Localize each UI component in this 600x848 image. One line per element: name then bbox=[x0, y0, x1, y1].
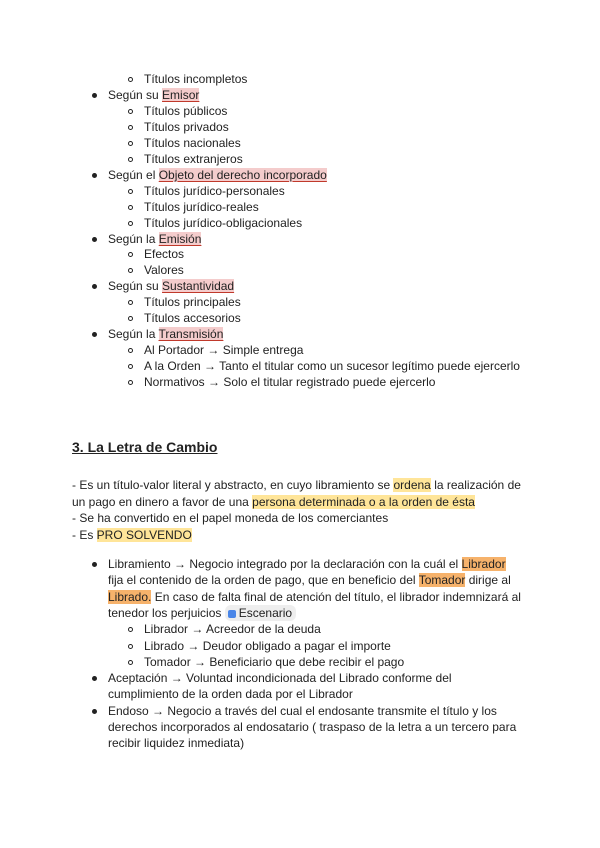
bullet-circle-icon bbox=[128, 300, 133, 305]
highlighted-text: Transmisión bbox=[158, 327, 224, 342]
text-run: derechos incorporados al endosatario ( traspaso de la letra a un tercero para bbox=[108, 720, 517, 734]
bullet-circle-icon bbox=[128, 109, 133, 114]
text-run: Valores bbox=[144, 263, 184, 278]
list-item bbox=[108, 719, 516, 735]
text-run: Según el bbox=[108, 167, 159, 182]
text-run: Según su bbox=[108, 279, 163, 294]
list-item bbox=[108, 670, 452, 686]
text-run: Endoso → Negocio a través del cual el endosante transmite el título y los bbox=[108, 703, 497, 718]
text-run: tenedor los perjuicios bbox=[108, 605, 225, 620]
text-run: Al Portador → Simple entrega bbox=[144, 343, 304, 358]
text-run: A la Orden → Tanto el titular como un sucesor legítimo puede ejercerlo bbox=[144, 359, 520, 374]
list-item bbox=[108, 167, 327, 183]
bullet-circle-icon bbox=[128, 205, 133, 210]
text-run: Tomador → Beneficiario que debe recibir el pago bbox=[144, 654, 405, 669]
section-heading: 3. La Letra de Cambio bbox=[72, 439, 218, 455]
paragraph-line bbox=[72, 477, 521, 493]
text-run: Según su bbox=[108, 87, 163, 102]
sub-list-item bbox=[144, 103, 227, 119]
sub-list-item bbox=[144, 358, 520, 374]
list-item bbox=[108, 605, 296, 621]
bullet-circle-icon bbox=[128, 660, 133, 665]
bullet-circle-icon bbox=[128, 157, 133, 162]
text-run: - Es un título-valor literal y abstracto, en cuyo libramiento se bbox=[72, 478, 394, 492]
text-run: recibir liquidez inmediata) bbox=[108, 736, 245, 751]
text-run: Según la bbox=[108, 327, 159, 342]
list-item bbox=[108, 686, 353, 702]
text-run: cumplimiento de la orden dada por el Librador bbox=[108, 687, 353, 702]
bullet-dot-icon bbox=[92, 562, 97, 567]
text-run: Títulos jurídico-obligacionales bbox=[144, 215, 303, 230]
bullet-circle-icon bbox=[128, 221, 133, 226]
bullet-dot-icon bbox=[92, 709, 97, 714]
text-run: Efectos bbox=[144, 247, 185, 262]
bullet-circle-icon bbox=[128, 125, 133, 130]
bullet-circle-icon bbox=[128, 644, 133, 649]
sub-list-item bbox=[144, 638, 391, 654]
text-run: Librado → Deudor obligado a pagar el importe bbox=[144, 638, 391, 653]
bullet-dot-icon bbox=[92, 284, 97, 289]
bullet-circle-icon bbox=[128, 77, 133, 82]
highlighted-text: Emisor bbox=[162, 87, 200, 102]
paragraph-line bbox=[72, 527, 192, 543]
sub-list-item bbox=[144, 621, 321, 637]
sub-list-item bbox=[144, 135, 241, 151]
list-item bbox=[108, 735, 244, 751]
bullet-dot-icon bbox=[92, 237, 97, 242]
sub-list-item bbox=[144, 151, 243, 167]
highlighted-text: Sustantividad bbox=[162, 279, 235, 294]
sub-list-item bbox=[144, 71, 247, 87]
chip-label: Escenario bbox=[238, 605, 293, 620]
list-item bbox=[108, 278, 234, 294]
paragraph-line bbox=[72, 494, 475, 510]
text-run: Títulos públicos bbox=[144, 103, 228, 118]
highlighted-text: Librado. bbox=[108, 589, 152, 604]
list-item bbox=[108, 556, 506, 572]
sub-list-item bbox=[144, 294, 241, 310]
bullet-circle-icon bbox=[128, 627, 133, 632]
bullet-circle-icon bbox=[128, 348, 133, 353]
text-run: Títulos jurídico-reales bbox=[144, 199, 259, 214]
text-run: - Es bbox=[72, 527, 97, 542]
highlighted-text: Objeto del derecho incorporado bbox=[158, 167, 327, 182]
sub-list-item bbox=[144, 183, 285, 199]
sub-list-item bbox=[144, 199, 259, 215]
sub-list-item bbox=[144, 342, 303, 358]
highlighted-text: persona determinada o a la orden de ésta bbox=[252, 494, 475, 509]
bullet-dot-icon bbox=[92, 676, 97, 681]
text-run: En caso de falta final de atención del título, el librador indemnizará al bbox=[151, 589, 521, 604]
text-run: Normativos → Solo el titular registrado puede ejercerlo bbox=[144, 375, 436, 390]
highlighted-text: ordena bbox=[393, 478, 431, 492]
text-run: la realización de bbox=[430, 478, 521, 492]
sub-list-item bbox=[144, 262, 184, 278]
bullet-circle-icon bbox=[128, 380, 133, 385]
bullet-circle-icon bbox=[128, 189, 133, 194]
sub-list-item bbox=[144, 654, 404, 670]
text-run: Según la bbox=[108, 231, 159, 246]
list-item bbox=[108, 87, 199, 103]
sub-list-item bbox=[144, 310, 241, 326]
sub-list-item bbox=[144, 215, 302, 231]
text-run: Aceptación → Voluntad incondicionada del Librado conforme del bbox=[108, 671, 452, 686]
highlighted-text: Emisión bbox=[158, 231, 202, 246]
text-run: fija el contenido de la orden de pago, que en beneficio del bbox=[108, 573, 419, 588]
text-run: Títulos nacionales bbox=[144, 135, 241, 150]
sub-list-item bbox=[144, 374, 435, 390]
list-item bbox=[108, 231, 201, 247]
list-item bbox=[108, 326, 223, 342]
smart-chip[interactable] bbox=[225, 605, 296, 621]
bullet-dot-icon bbox=[92, 332, 97, 337]
text-run: Títulos privados bbox=[144, 119, 229, 134]
text-run: - Se ha convertido en el papel moneda de los comerciantes bbox=[72, 511, 389, 525]
text-run: Títulos extranjeros bbox=[144, 151, 243, 166]
text-run: un pago en dinero a favor de una bbox=[72, 494, 253, 509]
bullet-circle-icon bbox=[128, 141, 133, 146]
list-item bbox=[108, 703, 497, 719]
paragraph-line bbox=[72, 510, 388, 526]
bullet-circle-icon bbox=[128, 268, 133, 273]
sub-list-item bbox=[144, 119, 229, 135]
bullet-dot-icon bbox=[92, 173, 97, 178]
text-run: Títulos jurídico-personales bbox=[144, 183, 285, 198]
bullet-circle-icon bbox=[128, 364, 133, 369]
calendar-icon bbox=[228, 610, 236, 618]
text-run: Títulos principales bbox=[144, 295, 241, 310]
text-run: Librador → Acreedor de la deuda bbox=[144, 622, 321, 637]
text-run: Libramiento → Negocio integrado por la declaración con la cuál el bbox=[108, 557, 462, 571]
text-run: Títulos incompletos bbox=[144, 72, 248, 86]
bullet-circle-icon bbox=[128, 252, 133, 257]
highlighted-text: Tomador bbox=[418, 573, 466, 588]
text-run: dirige al bbox=[465, 573, 511, 588]
text-run: Títulos accesorios bbox=[144, 311, 241, 326]
highlighted-text: Librador bbox=[461, 557, 506, 571]
sub-list-item bbox=[144, 246, 184, 262]
bullet-dot-icon bbox=[92, 93, 97, 98]
list-item bbox=[108, 589, 521, 605]
highlighted-text: PRO SOLVENDO bbox=[96, 527, 192, 542]
list-item bbox=[108, 572, 511, 588]
bullet-circle-icon bbox=[128, 316, 133, 321]
